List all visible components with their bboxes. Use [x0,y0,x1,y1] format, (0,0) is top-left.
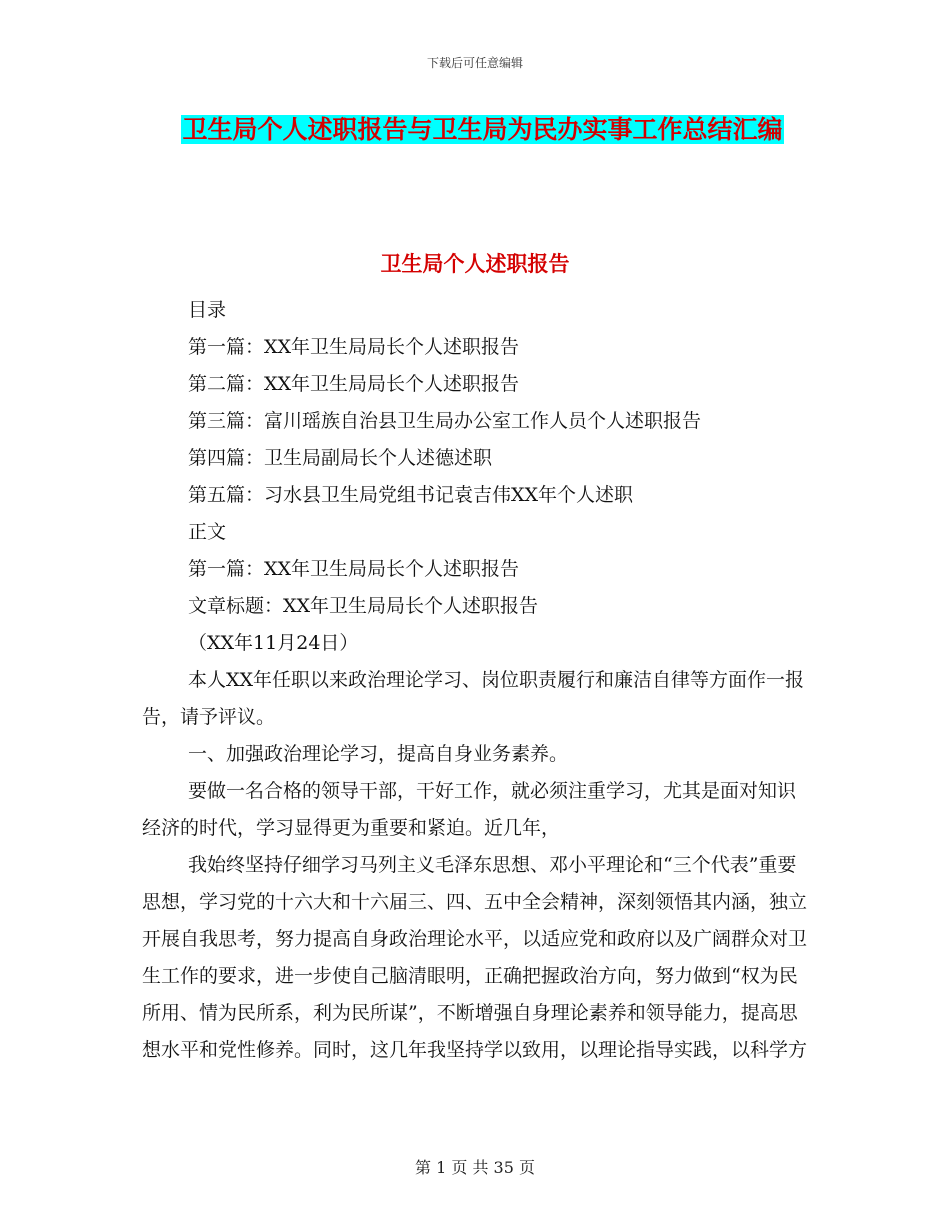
document-title-text: 卫生局个人述职报告与卫生局为民办实事工作总结汇编 [182,115,783,144]
body-paragraph: 第一篇：XX年卫生局局长个人述职报告 [188,336,520,358]
body-paragraph: 第四篇：卫生局副局长个人述德述职 [188,447,493,469]
body-paragraph: 第五篇：习水县卫生局党组书记袁吉伟XX年个人述职 [188,484,634,506]
document-title [150,108,815,152]
body-paragraph: 要做一名合格的领导干部，干好工作，就必须注重学习，尤其是面对知识经济的时代，学习显得更为重要和紧迫。近几年， [142,780,797,839]
body-paragraph: 一、加强政治理论学习，提高自身业务素养。 [188,743,569,765]
body-paragraph: （XX年11月24日） [188,632,359,654]
body-paragraph: 本人XX年任职以来政治理论学习、岗位职责履行和廉洁自律等方面作一报告，请予评议。 [142,669,805,728]
body-paragraph: 正文 [188,521,227,543]
body-paragraph: 第三篇：富川瑶族自治县卫生局办公室工作人员个人述职报告 [188,410,702,432]
body-paragraph: 目录 [188,299,227,321]
body-paragraph: 我始终坚持仔细学习马列主义毛泽东思想、邓小平理论和“三个代表”重要思想，学习党的十六大和十六届三、四、五中全会精神，深刻领悟其内涵，独立开展自我思考，努力提高自身政治理论水平，以适应党和政府以及广阔群众对卫生工作的要求，进一步使自己脑清眼明，正确把握政治方向，努力做到“权为民所用、情为民所系，利为民所谋”，不断增强自身理论素养和领导能力，提高思想水平和党性修养。同时，这几年我坚持学以致用，以理论指导实践，以科学方 [142,854,808,1061]
body-paragraph: 第二篇：XX年卫生局局长个人述职报告 [188,373,520,395]
body-paragraph: 第一篇：XX年卫生局局长个人述职报告 [188,558,520,580]
page-footer: 第 1 页 共 35 页 [415,1158,535,1177]
body-paragraph: 文章标题：XX年卫生局局长个人述职报告 [188,595,539,617]
body-text [142,292,807,1069]
section-title: 卫生局个人述职报告 [380,252,570,276]
header-note: 下载后可任意编辑 [426,56,523,70]
